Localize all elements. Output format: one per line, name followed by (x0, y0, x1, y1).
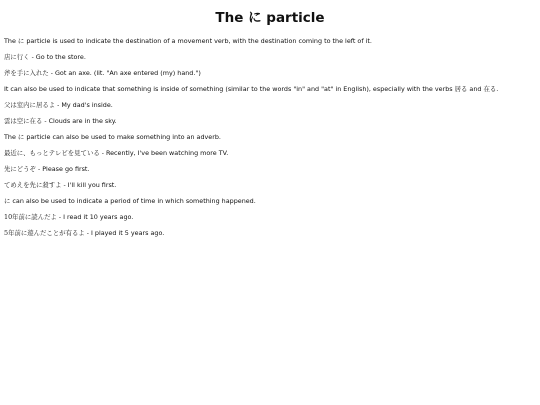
example-line (4, 69, 536, 77)
english-translation: Clouds are in the sky. (48, 117, 117, 125)
japanese-example: 先にどうぞ - (4, 165, 43, 173)
english-translation: Please go first. (42, 165, 90, 173)
example-line (4, 165, 536, 173)
intro-paragraph: The に particle is used to indicate the destination of a movement verb, with the destination coming to the left of it. (4, 37, 372, 45)
english-translation: I read it 10 years ago. (63, 213, 134, 221)
english-translation: My dad's inside. (61, 101, 113, 109)
japanese-example: 最近に、もっとテレビを見ている - (4, 149, 106, 157)
japanese-example: 斧を手に入れた - (4, 69, 55, 77)
adverb-paragraph: The に particle can also be used to make something into an adverb. (4, 133, 221, 141)
english-translation: Recently, I've been watching more TV. (105, 149, 229, 157)
japanese-example: 5年前に遊んだことが有るよ - (4, 229, 91, 237)
japanese-example: てめえを先に殺すよ - (4, 181, 68, 189)
example-line (4, 101, 536, 109)
japanese-example: 店に行く - (4, 53, 36, 61)
example-line (4, 117, 536, 125)
english-translation: I played it 5 years ago. (90, 229, 165, 237)
time-paragraph: に can also be used to indicate a period of time in which something happened. (4, 197, 256, 205)
example-line (4, 53, 536, 61)
example-line (4, 213, 536, 221)
english-translation: I'll kill you first. (67, 181, 117, 189)
english-translation: Got an axe. (lit. "An axe entered (my) hand.") (54, 69, 201, 77)
example-line (4, 229, 536, 237)
example-line (4, 149, 536, 157)
japanese-example: 10年前に読んだよ - (4, 213, 64, 221)
japanese-example: 父は室内に居るよ - (4, 101, 62, 109)
location-paragraph: It can also be used to indicate that something is inside of something (similar to the words "in" and "at" in English), especially with the verbs 居る and 在る. (4, 85, 499, 93)
example-line (4, 181, 536, 189)
english-translation: Go to the store. (35, 53, 86, 61)
page-title: The に particle (215, 10, 325, 26)
japanese-example: 雲は空に在る - (4, 117, 49, 125)
